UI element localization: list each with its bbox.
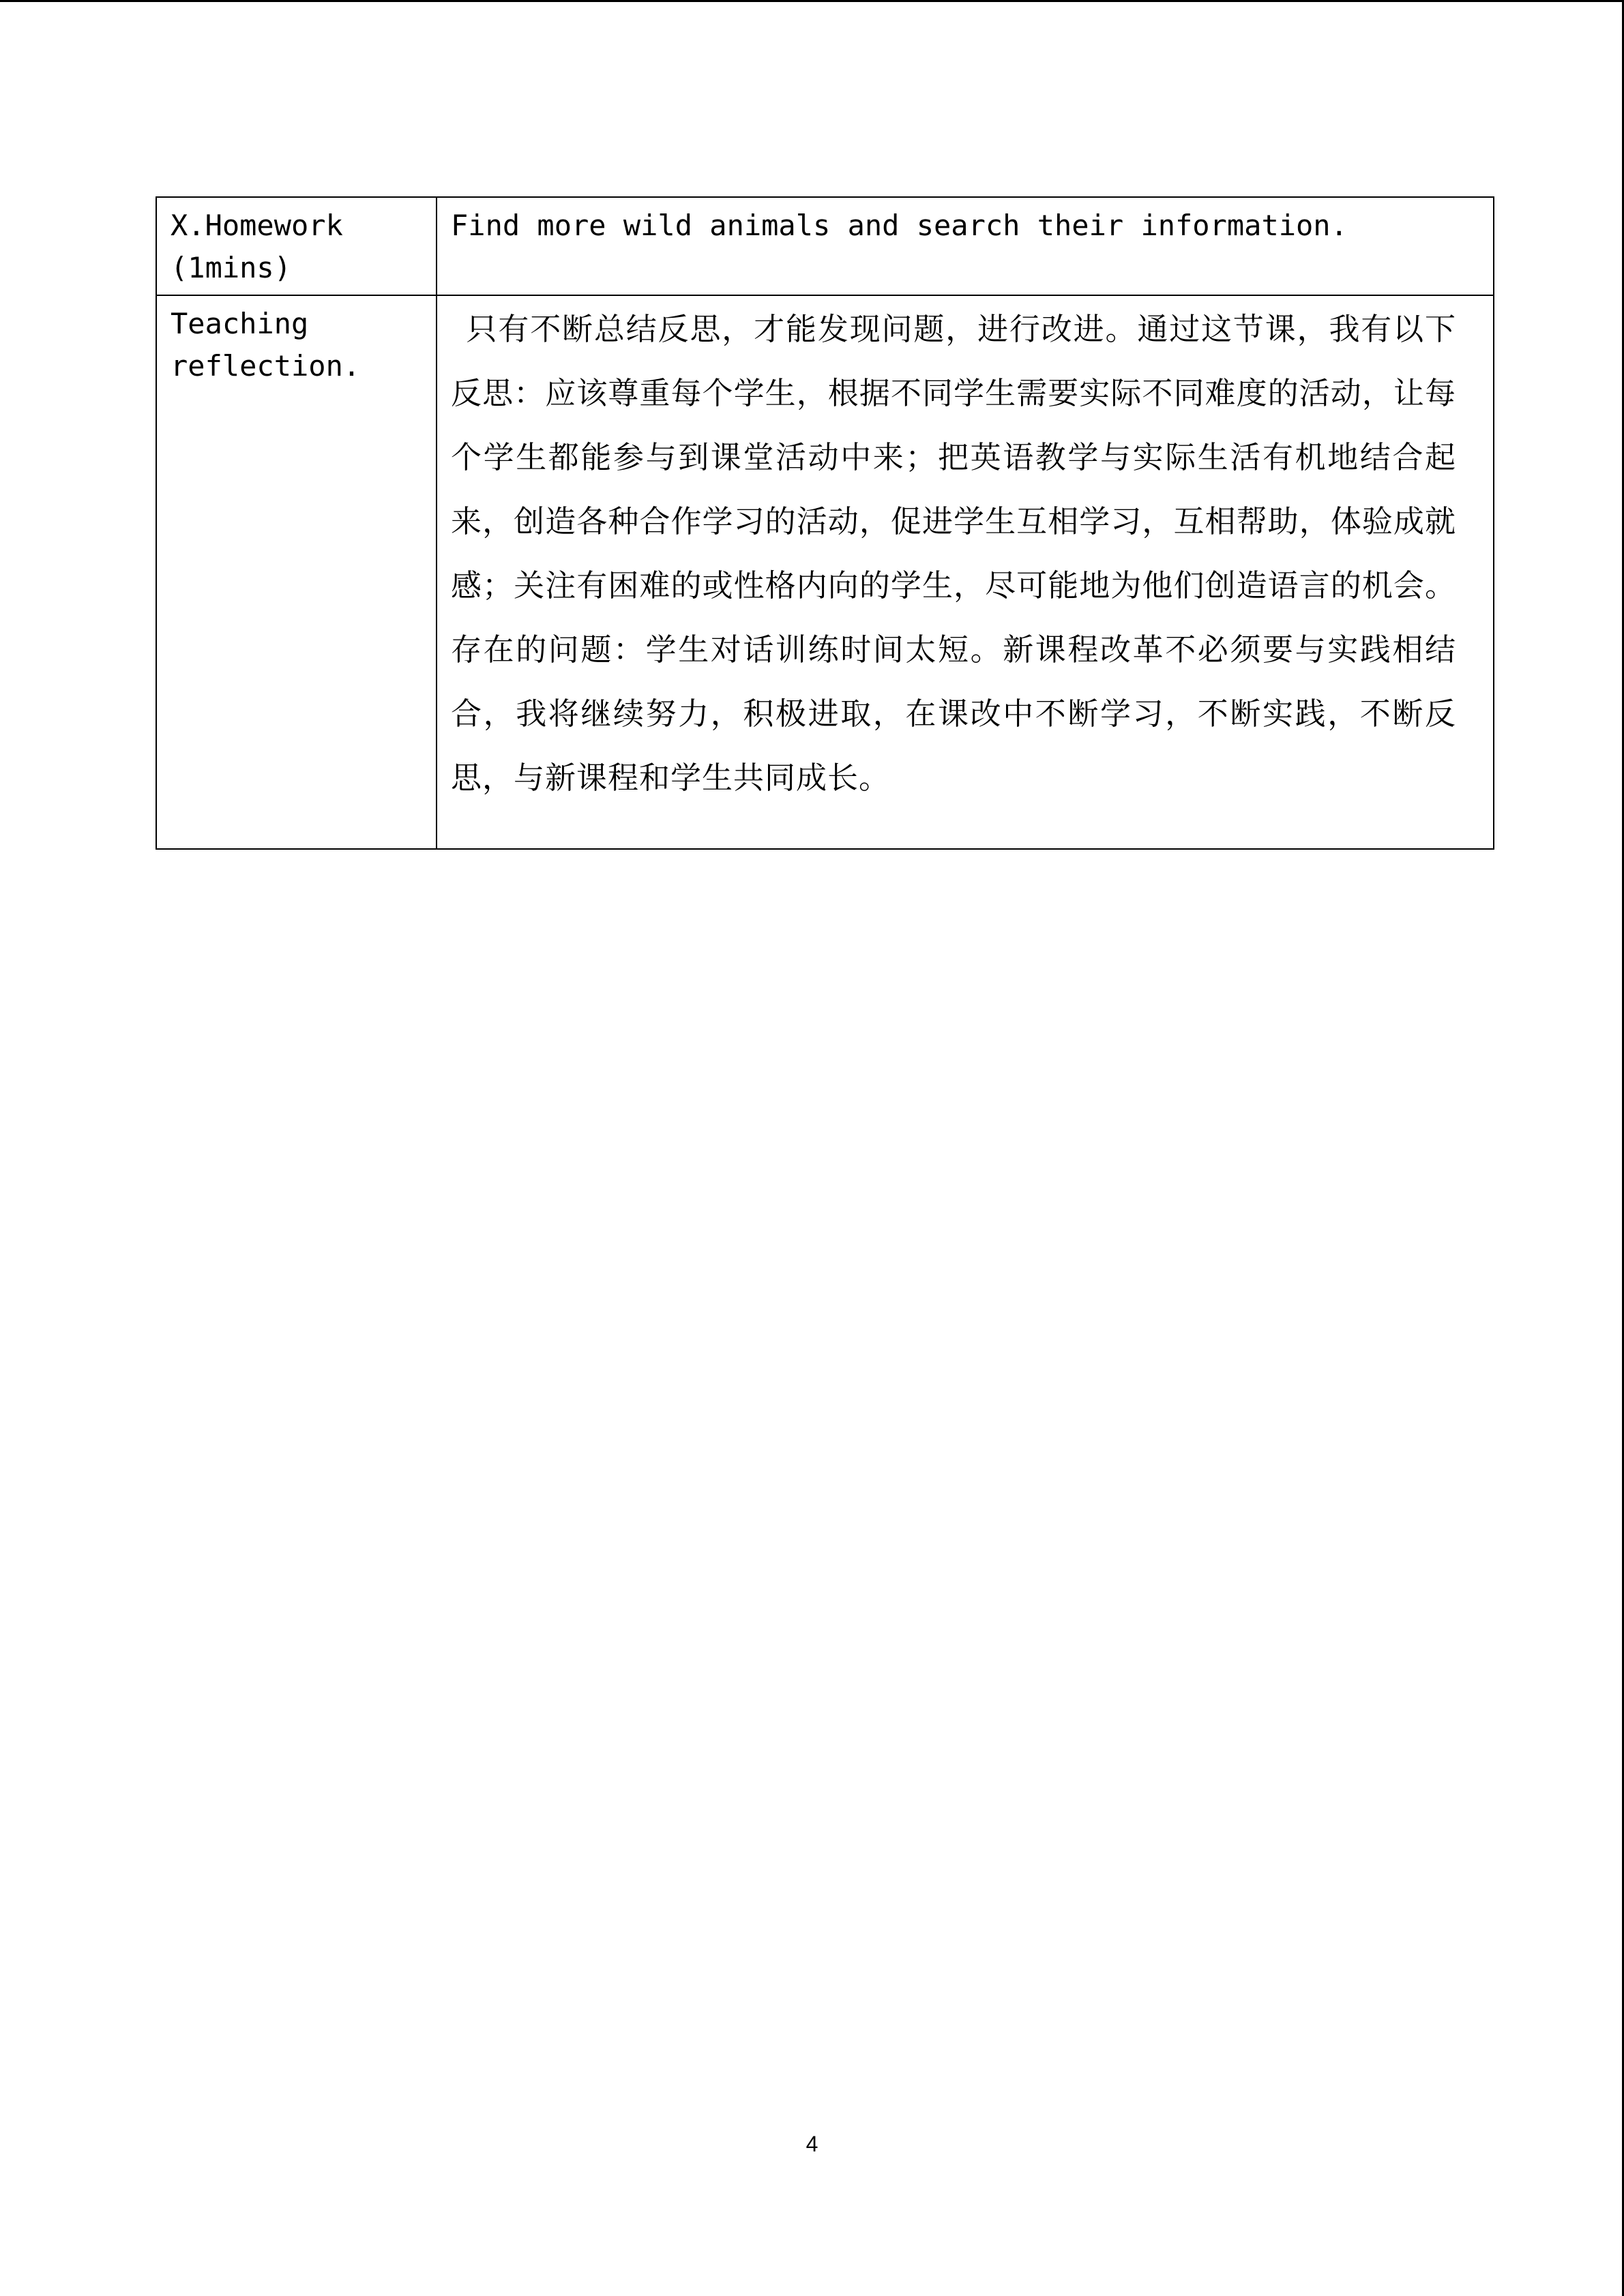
reflection-label: Teaching reflection.: [171, 307, 361, 383]
reflection-label-cell: [156, 295, 437, 849]
homework-label-cell: [156, 197, 437, 295]
reflection-content-cell: [437, 295, 1494, 849]
homework-label: X.Homework (1mins): [171, 209, 343, 284]
homework-content-cell: [437, 197, 1494, 295]
homework-content: Find more wild animals and search their information.: [451, 209, 1348, 242]
page-top-border: [0, 0, 1624, 2]
table-row-homework: [156, 197, 1494, 295]
table-row-reflection: [156, 295, 1494, 849]
lesson-plan-table: [156, 196, 1494, 850]
reflection-content: 只有不断总结反思，才能发现问题，进行改进。通过这节课，我有以下反思：应该尊重每个学生，根据不同学生需要实际不同难度的活动，让每个学生都能参与到课堂活动中来；把英语教学与实际生活有机地结合起来，创造各种合作学习的活动，促进学生互相学习，互相帮助，体验成就感；关注有困难的或性格内向的学生，尽可能地为他们创造语言的机会。存在的问题：学生对话训练时间太短。新课程改革不必须要与实践相结合，我将继续努力，积极进取，在课改中不断学习，不断实践，不断反思，与新课程和学生共同成长。: [451, 311, 1456, 796]
page-number: 4: [806, 2132, 818, 2156]
